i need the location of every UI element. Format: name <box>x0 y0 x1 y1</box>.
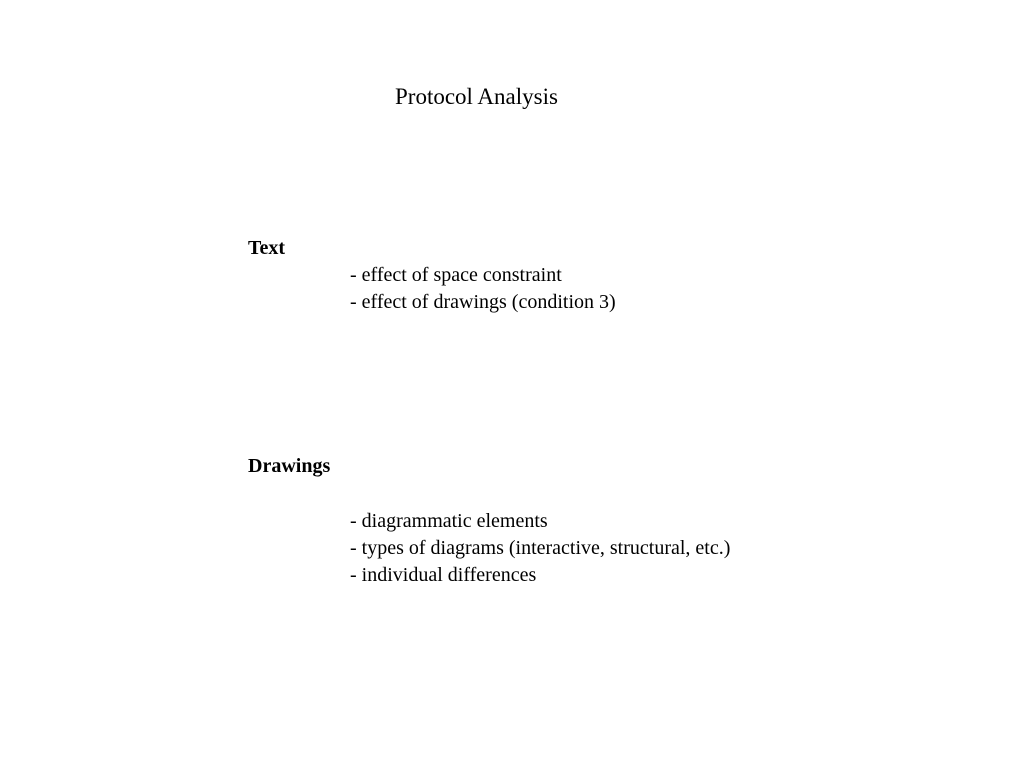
drawings-bullet-list <box>350 508 730 589</box>
list-item: - effect of drawings (condition 3) <box>350 291 616 313</box>
section-heading-drawings: Drawings <box>248 455 331 477</box>
list-item: - individual differences <box>350 564 537 586</box>
slide-title: Protocol Analysis <box>395 84 558 109</box>
list-item: - types of diagrams (interactive, structural, etc.) <box>350 537 731 559</box>
list-item: - diagrammatic elements <box>350 510 548 532</box>
text-bullet-list <box>350 262 616 316</box>
section-heading-text: Text <box>248 237 286 259</box>
list-item: - effect of space constraint <box>350 264 562 286</box>
